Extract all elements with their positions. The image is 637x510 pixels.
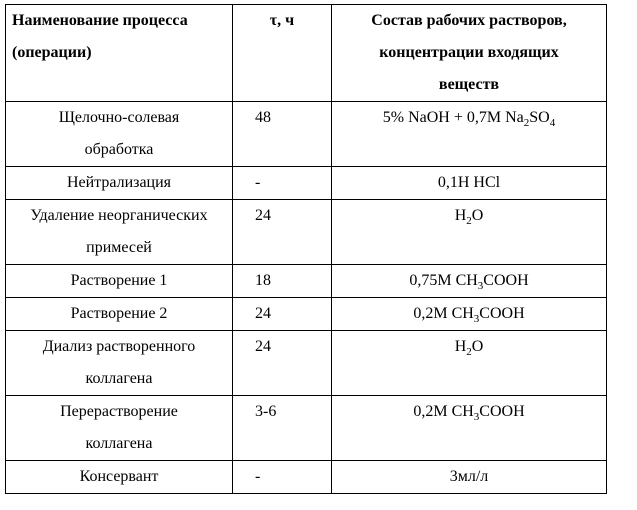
process-line: коллагена [85, 435, 153, 452]
process-cell [6, 461, 233, 494]
header-process [6, 5, 233, 102]
process-cell [6, 298, 233, 331]
subscript: 2 [466, 215, 472, 228]
subscript: 3 [473, 313, 480, 326]
process-cell [6, 200, 233, 265]
table-row [6, 396, 607, 461]
time-cell: 24 [233, 298, 332, 331]
formula-text: 0,2M CH [413, 305, 474, 322]
formula-text: H [454, 207, 467, 224]
process-line: Перерастворение [60, 403, 178, 420]
process-line: Растворение 2 [70, 305, 168, 322]
composition-cell [332, 396, 607, 461]
formula-text: O [471, 338, 484, 355]
subscript: 3 [473, 411, 480, 424]
composition-cell [332, 265, 607, 298]
process-line: Диализ растворенного [42, 338, 196, 355]
header-composition [332, 5, 607, 102]
formula-text: SO [529, 109, 550, 126]
table-row [6, 200, 607, 265]
composition-cell [332, 200, 607, 265]
composition-cell [332, 461, 607, 494]
process-line: Консервант [79, 468, 159, 485]
process-cell [6, 102, 233, 167]
header-process-line: Наименование процесса [12, 12, 188, 29]
table-row [6, 298, 607, 331]
process-line: коллагена [85, 370, 153, 387]
header-process-line: (операции) [12, 44, 92, 61]
header-time: τ, ч [233, 5, 332, 102]
process-line: Удаление неорганических [30, 207, 208, 224]
table-row [6, 331, 607, 396]
time-cell: - [233, 461, 332, 494]
composition-cell [332, 331, 607, 396]
table-row [6, 461, 607, 494]
header-row [6, 5, 607, 102]
process-line: обработка [84, 141, 154, 158]
formula-text: O [471, 207, 484, 224]
formula-text: 0,1H HCl [437, 174, 501, 191]
composition-cell [332, 102, 607, 167]
subscript: 2 [466, 346, 472, 359]
subscript: 2 [523, 117, 530, 130]
composition-cell [332, 167, 607, 200]
time-cell: 18 [233, 265, 332, 298]
subscript: 4 [549, 117, 556, 130]
formula-text: COOH [479, 305, 525, 322]
table-body [6, 102, 607, 494]
formula-text: H [454, 338, 467, 355]
formula-text: 0,2M CH [413, 403, 474, 420]
formula-text: COOH [483, 272, 529, 289]
composition-cell [332, 298, 607, 331]
time-cell: 24 [233, 331, 332, 396]
formula-text: 0,75M CH [409, 272, 478, 289]
formula-text: 3мл/л [449, 468, 489, 485]
table-row [6, 265, 607, 298]
process-table [5, 4, 607, 494]
time-cell: - [233, 167, 332, 200]
time-cell: 48 [233, 102, 332, 167]
process-line: Растворение 1 [70, 272, 168, 289]
header-composition-line: веществ [438, 76, 500, 93]
table-row [6, 102, 607, 167]
process-line: примесей [86, 239, 152, 256]
process-cell [6, 396, 233, 461]
process-cell [6, 331, 233, 396]
process-line: Нейтрализация [66, 174, 172, 191]
process-cell [6, 265, 233, 298]
header-composition-line: Состав рабочих растворов, [371, 12, 567, 29]
header-composition-line: концентрации входящих [379, 44, 559, 61]
formula-text: 5% NaOH + 0,7M Na [382, 109, 524, 126]
time-cell: 3-6 [233, 396, 332, 461]
process-line: Щелочно-солевая [58, 109, 180, 126]
table-row [6, 167, 607, 200]
process-cell [6, 167, 233, 200]
time-cell: 24 [233, 200, 332, 265]
subscript: 3 [477, 280, 484, 293]
formula-text: COOH [479, 403, 525, 420]
